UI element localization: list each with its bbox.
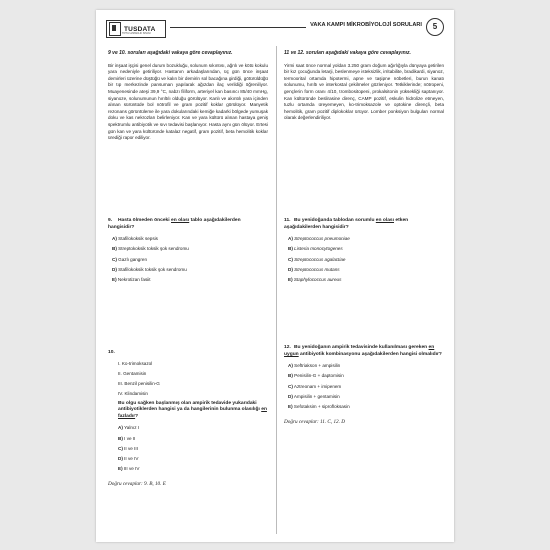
right-column (284, 50, 444, 122)
question-10 (108, 350, 268, 487)
stem-text: Hasta ölmeden önceki (118, 218, 171, 223)
stem-emphasis: en olası (375, 218, 395, 223)
option-text: Listeria monocytogenes (294, 246, 343, 252)
option-text: Streptococcus mutans (294, 266, 340, 272)
question-10-options (108, 425, 268, 472)
option-letter: C) (288, 383, 293, 389)
option-a[interactable] (288, 236, 444, 243)
option-text: Nekrotizan fasiit (117, 276, 151, 282)
option-c[interactable] (112, 257, 268, 264)
antibiotic-list (108, 361, 268, 398)
option-text: Seftriakson + ampisilin (294, 363, 341, 369)
left-column (108, 50, 268, 142)
option-letter: B) (118, 435, 123, 441)
question-10-number (108, 350, 268, 357)
option-c[interactable] (288, 384, 444, 391)
option-text: Stafilokoksik toksik şok sendromu (118, 266, 187, 272)
option-a[interactable] (288, 363, 444, 370)
option-letter: D) (112, 266, 117, 272)
option-b[interactable] (112, 246, 268, 253)
logo-icon (109, 22, 121, 36)
option-letter: A) (288, 363, 293, 369)
answer-key-right: Doğru cevaplar: 11. C, 12. D (284, 418, 345, 425)
question-9-stem (108, 218, 268, 231)
option-letter: B) (288, 373, 293, 379)
option-letter: E) (288, 403, 293, 409)
option-text: Aztreonam + imipenem (293, 383, 342, 389)
option-text: III ve IV (123, 466, 140, 472)
option-text: Streptococcus agalactiae (294, 256, 346, 262)
option-letter: A) (118, 425, 123, 431)
column-divider (276, 46, 277, 534)
stem-emphasis: en fazladır (118, 407, 267, 419)
option-text: Streptokoksik toksik şok sendromu (118, 246, 189, 252)
stem-emphasis: en olası (171, 218, 190, 223)
question-11 (284, 218, 444, 287)
question-11-stem (284, 218, 444, 231)
option-e[interactable] (288, 277, 444, 284)
option-c[interactable] (288, 257, 444, 264)
option-letter: B) (288, 246, 293, 252)
question-11-options (284, 236, 444, 283)
page-header (106, 18, 444, 40)
option-d[interactable] (288, 394, 444, 401)
question-10-stem (108, 401, 268, 421)
list-item: I. Ko-trimoksazol (118, 360, 153, 366)
stem-text: etken aşağıdakilerden hangisidir? (284, 218, 409, 230)
case-intro-left: 9 ve 10. soruları aşağıdaki vakaya göre cevaplayınız. (108, 50, 233, 56)
stem-text: Bu yenidoğanda tablodan sorumlu (294, 218, 376, 223)
stem-text: tablo aşağıdakilerden hangisidir? (108, 218, 241, 230)
header-title: VAKA KAMPI MİKROBİYOLOJİ SORULARI (306, 22, 422, 28)
logo-text: TUSDATA (124, 25, 156, 33)
question-12-stem (284, 345, 444, 358)
question-number: 10. (108, 350, 115, 355)
page-number: 5 (426, 18, 444, 36)
option-letter: C) (288, 256, 293, 262)
stem-text: Bu olgu sağken başlanmış olan ampirik tedavide yukarıdaki antibiyotiklerden hangisi ya da hangilerinin bulunma olasılığı (118, 400, 262, 413)
question-12-options (284, 363, 444, 410)
option-d[interactable] (288, 267, 444, 274)
option-letter: E) (288, 276, 293, 282)
answer-key-left: Doğru cevaplar: 9. B, 10. E (108, 480, 166, 487)
option-letter: D) (288, 393, 293, 399)
question-9-options (108, 236, 268, 283)
option-text: Streptococcus pneumoniae (294, 236, 350, 242)
option-text: I ve II (124, 435, 136, 441)
option-b[interactable] (288, 246, 444, 253)
option-letter: C) (118, 445, 123, 451)
case-text-left: Bir inşaat işçisi genel durum bozukluğu, solunum sıkıntısı, ağrılı ve kötü kokulu yara nedeniyle getiriliyor. Hastanın arkadaşlarından, üç gün önce inşaat demirleri üzerine düştüğü ve kalın bir demirin sol bacağına girdiği, götürüldüğü bir tıp merkezinde pansuman yapılarak ağızdan ilaç verildiği öğreniliyor. Muayenesinde ateşi 39,9 °C, nabzı filiform, arteriyel kan basıncı 85/40 mmHg, siyanoze, solunumunun hırıltılı olduğu görülüyor. Kanlı ve akıntılı yara içinden alınan sürüntüde bol nötrofil ve gram pozitif koklar görülüyor. Manyetik rezonans görüntüleme ile yara dokularındaki kemiğe kadarki bölgede yumuşak doku ve kas nekrozları belirleniyor. Kan ve yara kültürü alınan hastaya geniş spektrumlu antibiyotik ve sıvı tedavisi başlanıyor. Hasta aynı gün ölüyor. Ertesi gün kan ve yara kültüründe katalaz negatif, gram pozitif, beta hemolitik koklar ürediği rapor ediliyor. (108, 62, 268, 141)
option-text: Yalnız I (124, 425, 140, 431)
stem-text: antibiyotik kombinasyonu aşağıdakilerden hangisi olmalıdır? (298, 351, 442, 357)
option-letter: C) (112, 256, 117, 262)
question-number: 11. (284, 218, 291, 223)
case-text-right: Yirmi saat önce normal yoldan 3.250 gram doğum ağırlığıyla dünyaya getirilen bir kız çocuğunda letarji, beslenmeye isteksizlik, irritabilite, bradikardi, siyanoz, termoorital ortamda hipotermi, apne ve taşipne nöbetleri, burun kanatı solunumu, hırıltı ve interkostal çekilmeler gözleniyor. Tetkiklerinde; nötropeni, gençlerin form oranı 4/10, trombositopeni, prokalsitonin yüksekliği saptanıyor. Kan kültüründe beslirasine direnç, CAMP pozitif, eskulin hidrolize etmeyen, tuzlu ortamda üreyemeyen, ko-trimoksazole ve optokine dirençli, beta hemolitik, gram pozitif diplokoklar ürüyor. Lomber ponksiyon bulguları normal olarak değerlendiriliyor. (284, 62, 444, 121)
list-item: IV. Klindamisin (118, 390, 148, 396)
option-letter: A) (112, 236, 117, 242)
option-c[interactable] (118, 446, 268, 453)
stem-emphasis: en uygun (284, 345, 435, 357)
option-d[interactable] (112, 267, 268, 274)
list-item: III. Benzil penisilin-G (118, 380, 160, 386)
list-item: II. Gentamisin (118, 370, 147, 376)
publisher-logo (106, 20, 166, 38)
option-letter: D) (288, 266, 293, 272)
question-number: 12. (284, 345, 291, 350)
option-letter: E) (112, 276, 117, 282)
option-letter: A) (288, 236, 293, 242)
option-e[interactable] (112, 277, 268, 284)
option-b[interactable] (288, 373, 444, 380)
stem-text: Bu yenidoğanın ampirik tedavisinde kullanılması gereken (294, 345, 429, 350)
question-9 (108, 218, 268, 287)
option-a[interactable] (112, 236, 268, 243)
question-12 (284, 345, 444, 425)
logo-subtitle: TIPTA UZMANLIK SINAVI (122, 32, 151, 35)
option-d[interactable] (118, 456, 268, 463)
question-number: 9. (108, 218, 113, 223)
option-e[interactable] (288, 404, 444, 411)
stem-text: ? (135, 413, 139, 419)
option-text: Gazlı gangren (118, 256, 147, 262)
case-intro-right: 11 ve 12. soruları aşağıdaki vakaya göre cevaplayınız. (284, 50, 411, 56)
option-e[interactable] (118, 466, 268, 473)
option-text: Sefotaksim + siprofloksasin (293, 403, 350, 409)
option-letter: B) (112, 246, 117, 252)
option-a[interactable] (118, 425, 268, 432)
option-text: Staphylococcus aureus (293, 276, 342, 282)
document-page (96, 10, 454, 542)
option-text: II ve III (124, 445, 138, 451)
option-b[interactable] (118, 436, 268, 443)
option-text: Penisilin-G + daptomisin (294, 373, 344, 379)
option-text: Stafilokoksik sepsis (118, 236, 158, 242)
option-text: II ve IV (124, 455, 139, 461)
option-letter: E) (118, 466, 123, 472)
option-text: Ampisilin + gentamisin (293, 393, 340, 399)
option-letter: D) (118, 455, 123, 461)
